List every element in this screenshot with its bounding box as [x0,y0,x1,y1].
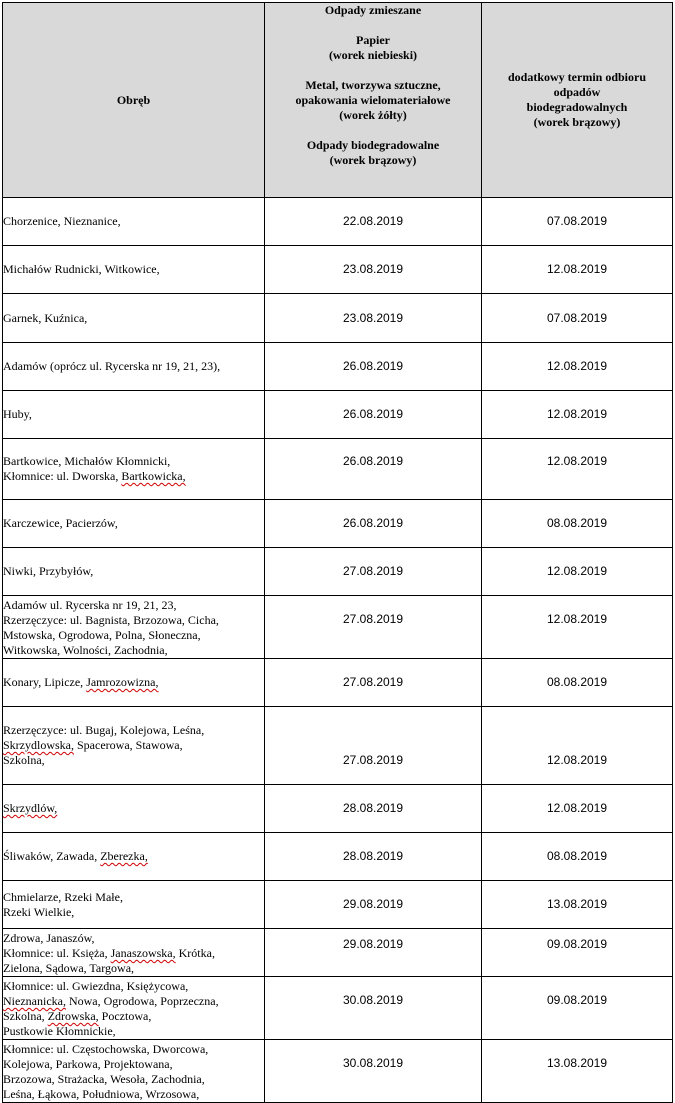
extra-date-cell: 09.08.2019 [482,977,673,1040]
extra-date-cell: 12.08.2019 [482,596,673,659]
table-row [3,659,673,707]
table-row [3,977,673,1040]
main-date-cell: 30.08.2019 [265,1040,482,1103]
table-row [3,294,673,343]
header-main-line: opakowania wielomateriałowe [295,93,451,107]
table-row [3,785,673,833]
main-date-cell: 29.08.2019 [265,929,482,977]
extra-date-cell: 08.08.2019 [482,659,673,707]
header-extra-line: dodatkowy termin odbioru [507,70,647,84]
collection-schedule-table [2,2,673,1103]
header-extra-line: biodegradowalnych [526,100,628,114]
area-cell: Śliwaków, Zawada, Zberezka, [3,833,265,881]
table-row [3,548,673,596]
table-row [3,343,673,391]
header-main-collection [265,3,482,198]
extra-date-cell: 12.08.2019 [482,707,673,785]
table-row [3,391,673,439]
header-main-line: Odpady biodegradowalne [306,138,440,152]
extra-date-cell: 13.08.2019 [482,881,673,929]
extra-date-cell: 12.08.2019 [482,246,673,294]
extra-date-cell: 09.08.2019 [482,929,673,977]
area-cell: Adamów ul. Rycerska nr 19, 21, 23, Rzerzęczyce: ul. Bagnista, Brzozowa, Cicha, Mstowska, Ogrodowa, Polna, Słoneczna, Witkowska, Wolności, Zachodnia, [3,596,265,659]
table-row [3,833,673,881]
header-extra-line: odpadów [553,85,601,99]
main-date-cell: 26.08.2019 [265,391,482,439]
extra-date-cell: 12.08.2019 [482,548,673,596]
area-cell: Kłomnice: ul. Częstochowska, Dworcowa, Kolejowa, Parkowa, Projektowana, Brzozowa, Strażacka, Wesoła, Zachodnia, Leśna, Łąkowa, Południowa, Wrzosowa, [3,1040,265,1103]
area-cell: Niwki, Przybyłów, [3,548,265,596]
main-date-cell: 26.08.2019 [265,343,482,391]
table-row [3,246,673,294]
area-cell: Adamów (oprócz ul. Rycerska nr 19, 21, 23), [3,343,265,391]
area-cell: Garnek, Kuźnica, [3,294,265,343]
main-date-cell: 26.08.2019 [265,500,482,548]
main-date-cell: 28.08.2019 [265,833,482,881]
extra-date-cell: 08.08.2019 [482,500,673,548]
extra-date-cell: 12.08.2019 [482,785,673,833]
area-cell: Konary, Lipicze, Jamrozowizna, [3,659,265,707]
table-row [3,596,673,659]
header-main-line: (worek brązowy) [329,153,417,167]
extra-date-cell: 12.08.2019 [482,343,673,391]
area-cell: Rzerzęczyce: ul. Bugaj, Kolejowa, Leśna, Skrzydlowska, Spacerowa, Stawowa, Szkolna, [3,707,265,785]
main-date-cell: 26.08.2019 [265,439,482,500]
extra-date-cell: 13.08.2019 [482,1040,673,1103]
area-cell: Zdrowa, Janaszów, Kłomnice: ul. Księża, Janaszowska, Krótka, Zielona, Sądowa, Targowa, [3,929,265,977]
area-cell: Bartkowice, Michałów Kłomnicki, Kłomnice: ul. Dworska, Bartkowicka, [3,439,265,500]
main-date-cell: 22.08.2019 [265,198,482,246]
main-date-cell: 28.08.2019 [265,785,482,833]
main-date-cell: 30.08.2019 [265,977,482,1040]
main-date-cell: 23.08.2019 [265,246,482,294]
table-row [3,439,673,500]
area-cell: Karczewice, Pacierzów, [3,500,265,548]
main-date-cell: 27.08.2019 [265,707,482,785]
area-cell: Huby, [3,391,265,439]
header-extra-collection [482,3,673,198]
extra-date-cell: 12.08.2019 [482,439,673,500]
table-row [3,500,673,548]
area-cell: Chmielarze, Rzeki Małe, Rzeki Wielkie, [3,881,265,929]
header-main-line: Papier [356,33,390,47]
header-area: Obręb [3,3,265,198]
table-row [3,1040,673,1103]
main-date-cell: 23.08.2019 [265,294,482,343]
main-date-cell: 27.08.2019 [265,548,482,596]
header-main-line: (worek żółty) [339,108,407,122]
area-cell: Skrzydlów, [3,785,265,833]
header-row [3,3,673,198]
extra-date-cell: 12.08.2019 [482,391,673,439]
area-cell: Kłomnice: ul. Gwiezdna, Księżycowa, Nieznanicka, Nowa, Ogrodowa, Poprzeczna, Szkolna, Zdrowska, Pocztowa, Pustkowie Kłomnickie, [3,977,265,1040]
extra-date-cell: 07.08.2019 [482,294,673,343]
main-date-cell: 27.08.2019 [265,659,482,707]
extra-date-cell: 07.08.2019 [482,198,673,246]
table-row [3,707,673,785]
table-row [3,881,673,929]
area-cell: Michałów Rudnicki, Witkowice, [3,246,265,294]
header-main-line: Metal, tworzywa sztuczne, [305,78,441,92]
header-main-line: (worek niebieski) [328,48,418,62]
main-date-cell: 27.08.2019 [265,596,482,659]
header-main-line: Odpady zmieszane [324,3,422,17]
extra-date-cell: 08.08.2019 [482,833,673,881]
area-cell: Chorzenice, Nieznanice, [3,198,265,246]
table-row [3,929,673,977]
main-date-cell: 29.08.2019 [265,881,482,929]
table-row [3,198,673,246]
header-extra-line: (worek brązowy) [533,115,621,129]
